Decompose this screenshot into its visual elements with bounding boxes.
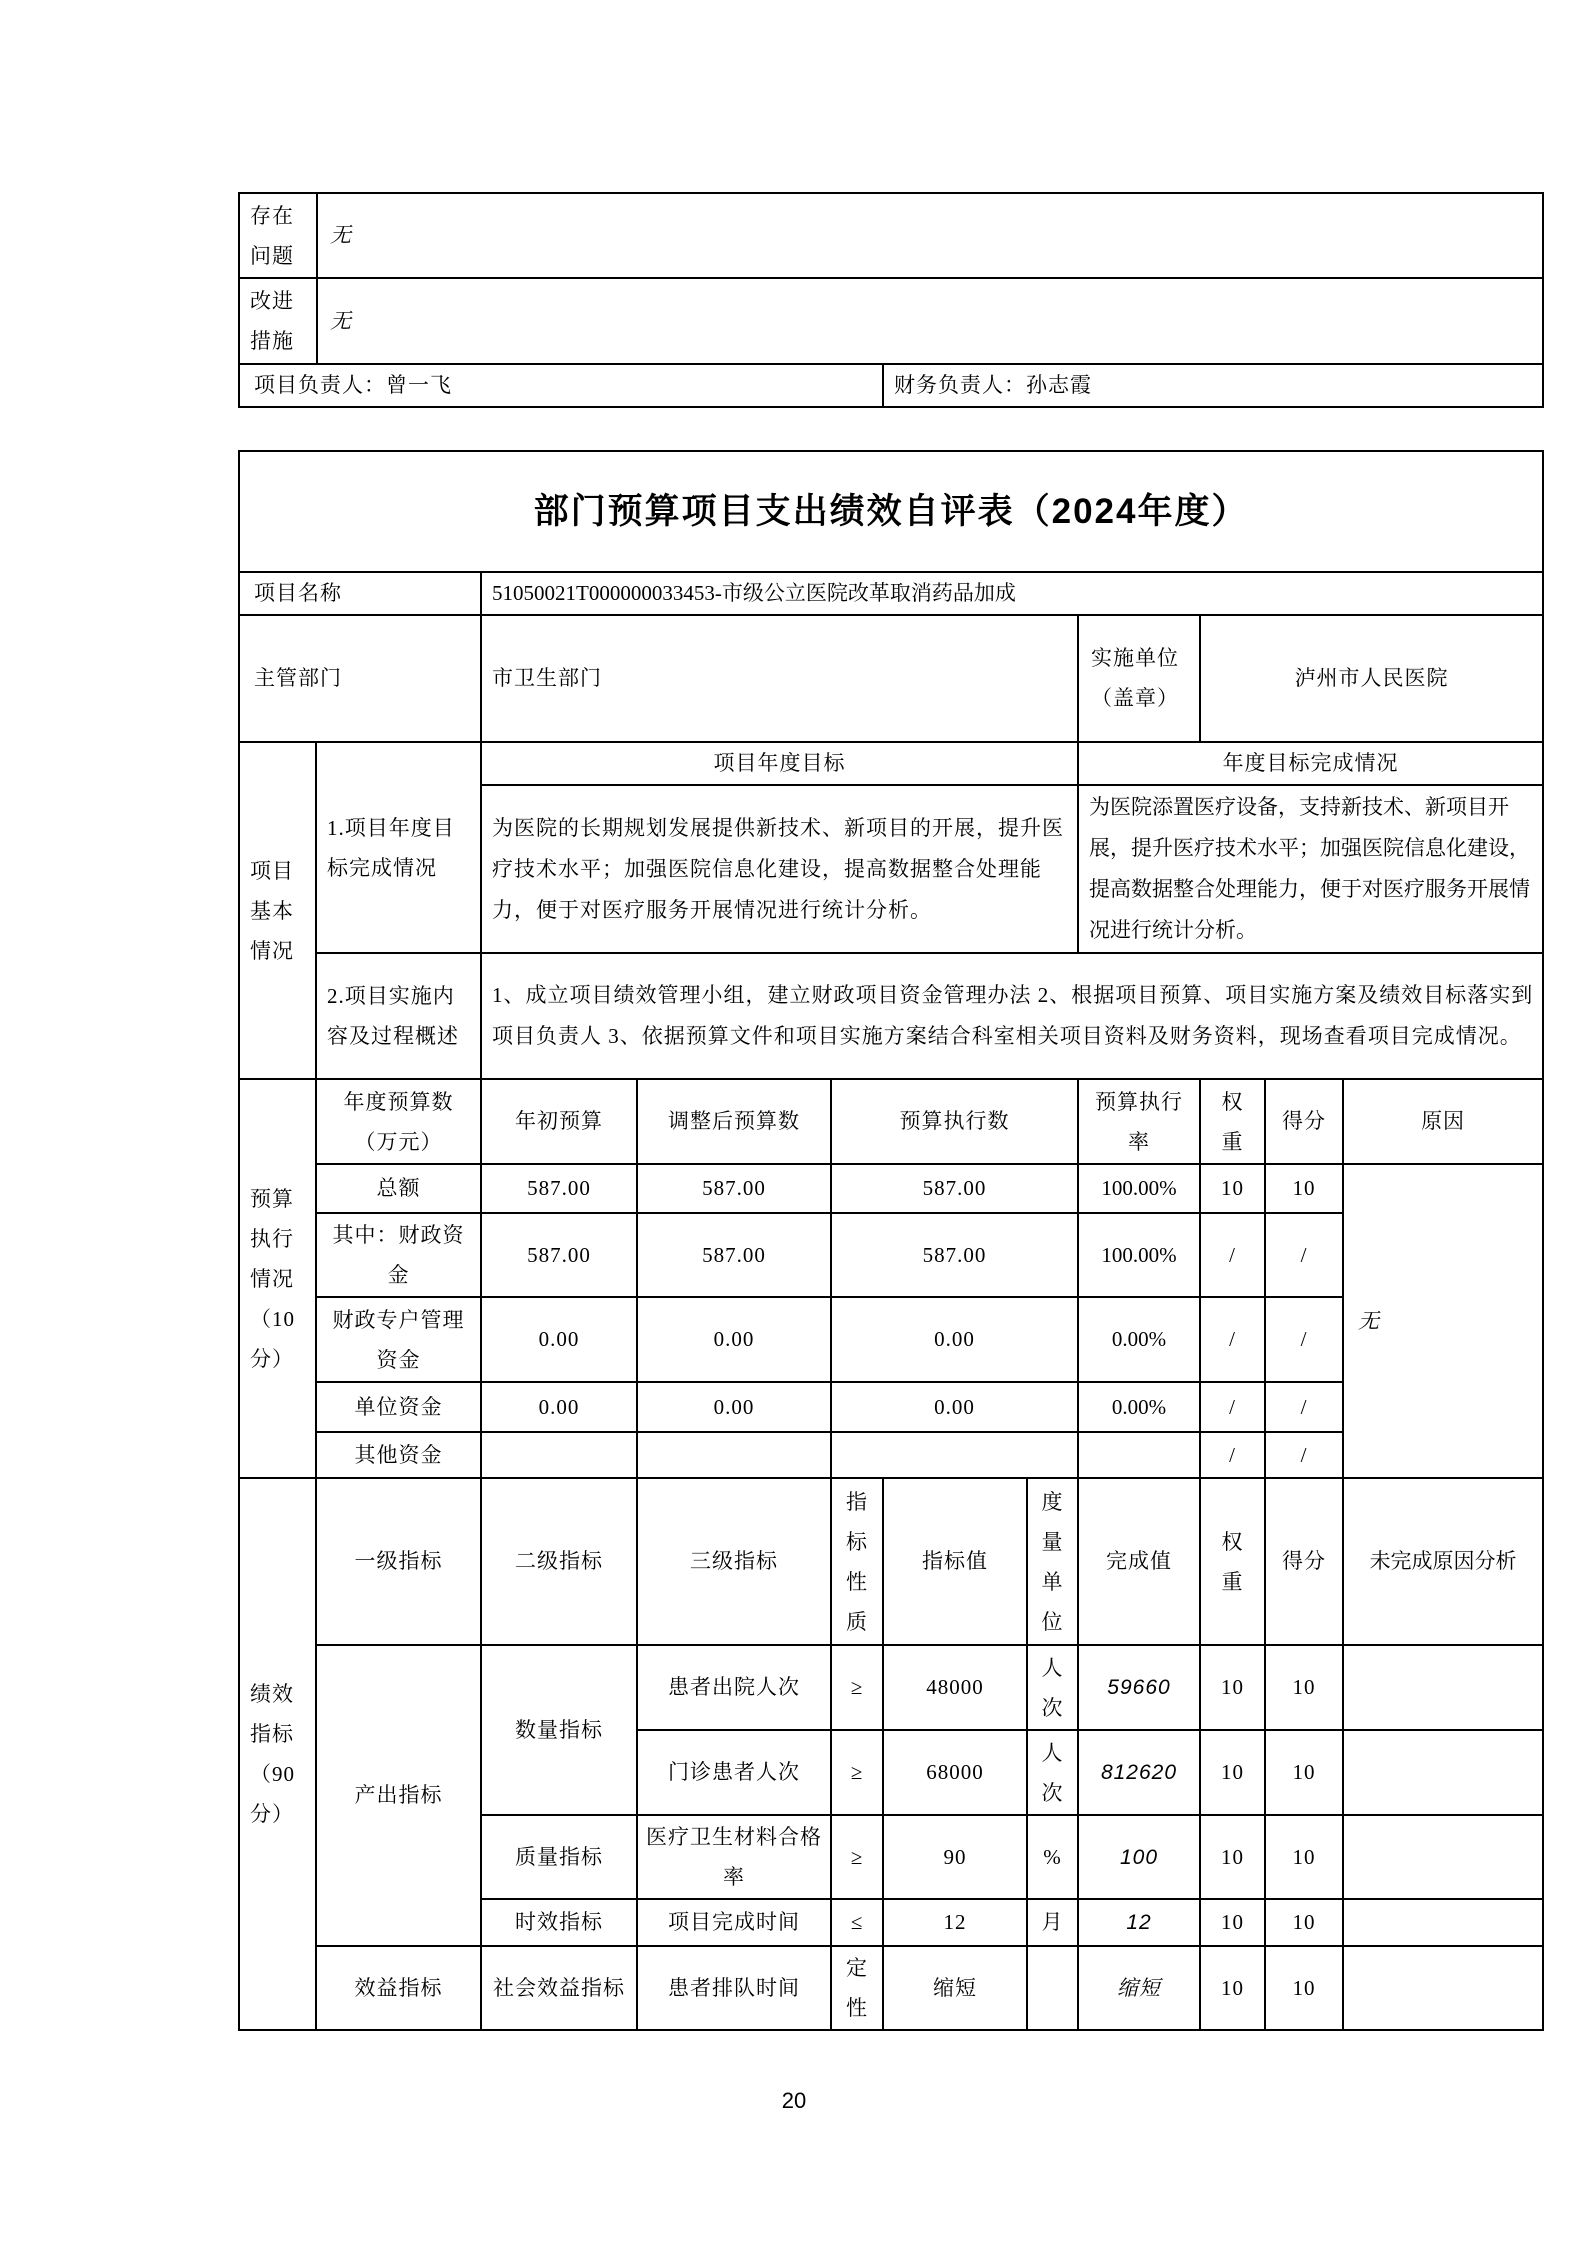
indicator-level3: 项目完成时间 bbox=[637, 1899, 831, 1946]
budget-row bbox=[239, 1164, 1543, 1213]
budget-row-initial: 587.00 bbox=[481, 1164, 637, 1213]
budget-row-adjusted bbox=[637, 1432, 831, 1478]
indicator-reason bbox=[1343, 1730, 1543, 1815]
budget-reason: 无 bbox=[1343, 1164, 1543, 1478]
indicator-row bbox=[239, 1946, 1543, 2030]
indicator-reason bbox=[1343, 1645, 1543, 1730]
indicator-header-level3: 三级指标 bbox=[637, 1478, 831, 1645]
implementer-value: 泸州市人民医院 bbox=[1200, 615, 1543, 742]
indicator-target: 48000 bbox=[883, 1645, 1027, 1730]
indicator-level2-quantity: 数量指标 bbox=[481, 1645, 637, 1815]
indicator-nature: ≤ bbox=[831, 1899, 883, 1946]
indicators-section-label: 绩效指标（90分） bbox=[239, 1478, 316, 2030]
department-label: 主管部门 bbox=[239, 615, 481, 742]
indicator-level1-output: 产出指标 bbox=[316, 1645, 481, 1946]
measures-value: 无 bbox=[317, 278, 1543, 364]
indicator-header-weight: 权重 bbox=[1200, 1478, 1265, 1645]
indicator-score: 10 bbox=[1265, 1645, 1343, 1730]
indicator-nature: ≥ bbox=[831, 1730, 883, 1815]
finance-lead: 财务负责人：孙志霞 bbox=[883, 364, 1543, 407]
budget-row-initial bbox=[481, 1432, 637, 1478]
budget-row-name: 财政专户管理资金 bbox=[316, 1297, 481, 1382]
issues-label: 存在问题 bbox=[239, 193, 317, 278]
implementation-text: 1、成立项目绩效管理小组，建立财政项目资金管理办法 2、根据项目预算、项目实施方案及绩效目标落实到项目负责人 3、依据预算文件和项目实施方案结合科室相关项目资料及财务资料，现场查看项目完成情况。 bbox=[481, 953, 1543, 1079]
budget-row-score: / bbox=[1265, 1432, 1343, 1478]
goal-item-label: 1.项目年度目标完成情况 bbox=[316, 742, 481, 953]
annual-goal-text: 为医院的长期规划发展提供新技术、新项目的开展，提升医疗技术水平；加强医院信息化建设，提高数据整合处理能力，便于对医疗服务开展情况进行统计分析。 bbox=[481, 785, 1078, 953]
budget-row-weight: 10 bbox=[1200, 1164, 1265, 1213]
indicator-header-actual: 完成值 bbox=[1078, 1478, 1200, 1645]
budget-row-name: 单位资金 bbox=[316, 1382, 481, 1432]
budget-row-weight: / bbox=[1200, 1432, 1265, 1478]
budget-row-rate bbox=[1078, 1432, 1200, 1478]
indicator-weight: 10 bbox=[1200, 1645, 1265, 1730]
indicator-unit: % bbox=[1027, 1815, 1078, 1899]
project-name: 51050021T000000033453-市级公立医院改革取消药品加成 bbox=[481, 572, 1543, 615]
budget-row-adjusted: 587.00 bbox=[637, 1164, 831, 1213]
indicator-unit: 月 bbox=[1027, 1899, 1078, 1946]
project-lead: 项目负责人：曾一飞 bbox=[239, 364, 883, 407]
indicator-actual: 812620 bbox=[1078, 1730, 1200, 1815]
indicator-actual: 59660 bbox=[1078, 1645, 1200, 1730]
indicator-header-score: 得分 bbox=[1265, 1478, 1343, 1645]
budget-row-initial: 0.00 bbox=[481, 1297, 637, 1382]
indicator-level3: 医疗卫生材料合格率 bbox=[637, 1815, 831, 1899]
indicator-weight: 10 bbox=[1200, 1815, 1265, 1899]
budget-row-score: / bbox=[1265, 1382, 1343, 1432]
indicator-actual: 100 bbox=[1078, 1815, 1200, 1899]
budget-header-adjusted: 调整后预算数 bbox=[637, 1079, 831, 1164]
indicator-header-level2: 二级指标 bbox=[481, 1478, 637, 1645]
indicator-header-nature: 指标性质 bbox=[831, 1478, 883, 1645]
budget-header-rate: 预算执行率 bbox=[1078, 1079, 1200, 1164]
self-evaluation-form bbox=[238, 450, 1544, 2031]
budget-row-weight: / bbox=[1200, 1382, 1265, 1432]
completion-header: 年度目标完成情况 bbox=[1078, 742, 1543, 785]
page-number: 20 bbox=[781, 2088, 807, 2113]
indicator-level1-benefit: 效益指标 bbox=[316, 1946, 481, 2030]
budget-row-executed: 587.00 bbox=[831, 1164, 1078, 1213]
indicator-reason bbox=[1343, 1946, 1543, 2030]
project-name-label: 项目名称 bbox=[239, 572, 481, 615]
indicator-header-unit: 度量单位 bbox=[1027, 1478, 1078, 1645]
indicator-nature: 定性 bbox=[831, 1946, 883, 2030]
previous-form-tail bbox=[238, 192, 1544, 408]
measures-label: 改进措施 bbox=[239, 278, 317, 364]
budget-row-name: 总额 bbox=[316, 1164, 481, 1213]
budget-row-rate: 100.00% bbox=[1078, 1164, 1200, 1213]
indicator-target: 90 bbox=[883, 1815, 1027, 1899]
budget-header-reason: 原因 bbox=[1343, 1079, 1543, 1164]
indicator-row bbox=[239, 1645, 1543, 1730]
indicator-level3: 门诊患者人次 bbox=[637, 1730, 831, 1815]
indicator-reason bbox=[1343, 1815, 1543, 1899]
indicator-level2: 时效指标 bbox=[481, 1899, 637, 1946]
budget-row-adjusted: 0.00 bbox=[637, 1297, 831, 1382]
indicator-actual: 12 bbox=[1078, 1899, 1200, 1946]
indicator-target: 12 bbox=[883, 1899, 1027, 1946]
budget-section-label: 预算执行情况（10分） bbox=[239, 1079, 316, 1478]
department-value: 市卫生部门 bbox=[481, 615, 1078, 742]
basic-info-label: 项目基本情况 bbox=[239, 742, 316, 1079]
budget-row-score: / bbox=[1265, 1213, 1343, 1297]
goal-header: 项目年度目标 bbox=[481, 742, 1078, 785]
indicator-weight: 10 bbox=[1200, 1730, 1265, 1815]
indicator-unit: 人次 bbox=[1027, 1730, 1078, 1815]
form-title: 部门预算项目支出绩效自评表（2024年度） bbox=[239, 451, 1543, 572]
budget-row-weight: / bbox=[1200, 1213, 1265, 1297]
indicator-actual: 缩短 bbox=[1078, 1946, 1200, 2030]
budget-header-initial: 年初预算 bbox=[481, 1079, 637, 1164]
indicator-score: 10 bbox=[1265, 1815, 1343, 1899]
budget-header-weight: 权重 bbox=[1200, 1079, 1265, 1164]
indicator-weight: 10 bbox=[1200, 1946, 1265, 2030]
budget-row-initial: 0.00 bbox=[481, 1382, 637, 1432]
indicator-level3: 患者排队时间 bbox=[637, 1946, 831, 2030]
budget-row-rate: 0.00% bbox=[1078, 1297, 1200, 1382]
budget-row-score: / bbox=[1265, 1297, 1343, 1382]
indicator-target: 缩短 bbox=[883, 1946, 1027, 2030]
indicator-header-reason: 未完成原因分析 bbox=[1343, 1478, 1543, 1645]
indicator-level3: 患者出院人次 bbox=[637, 1645, 831, 1730]
indicator-score: 10 bbox=[1265, 1899, 1343, 1946]
indicator-unit bbox=[1027, 1946, 1078, 2030]
budget-row-executed bbox=[831, 1432, 1078, 1478]
budget-row-initial: 587.00 bbox=[481, 1213, 637, 1297]
goal-completion-text: 为医院添置医疗设备，支持新技术、新项目开展，提升医疗技术水平；加强医院信息化建设，提高数据整合处理能力，便于对医疗服务开展情况进行统计分析。 bbox=[1078, 785, 1543, 953]
indicator-score: 10 bbox=[1265, 1730, 1343, 1815]
indicator-level2: 社会效益指标 bbox=[481, 1946, 637, 2030]
budget-row-weight: / bbox=[1200, 1297, 1265, 1382]
budget-header-executed: 预算执行数 bbox=[831, 1079, 1078, 1164]
implementer-label: 实施单位（盖章） bbox=[1078, 615, 1200, 742]
budget-row-executed: 0.00 bbox=[831, 1297, 1078, 1382]
budget-row-name: 其他资金 bbox=[316, 1432, 481, 1478]
budget-row-name: 其中：财政资金 bbox=[316, 1213, 481, 1297]
budget-row-executed: 0.00 bbox=[831, 1382, 1078, 1432]
indicator-nature: ≥ bbox=[831, 1645, 883, 1730]
issues-value: 无 bbox=[317, 193, 1543, 278]
budget-header-score: 得分 bbox=[1265, 1079, 1343, 1164]
indicator-weight: 10 bbox=[1200, 1899, 1265, 1946]
indicator-nature: ≥ bbox=[831, 1815, 883, 1899]
budget-row-adjusted: 0.00 bbox=[637, 1382, 831, 1432]
indicator-level2: 质量指标 bbox=[481, 1815, 637, 1899]
budget-row-adjusted: 587.00 bbox=[637, 1213, 831, 1297]
indicator-target: 68000 bbox=[883, 1730, 1027, 1815]
budget-row-rate: 0.00% bbox=[1078, 1382, 1200, 1432]
budget-row-rate: 100.00% bbox=[1078, 1213, 1200, 1297]
indicator-reason bbox=[1343, 1899, 1543, 1946]
indicator-score: 10 bbox=[1265, 1946, 1343, 2030]
implementation-label: 2.项目实施内容及过程概述 bbox=[316, 953, 481, 1079]
budget-row-score: 10 bbox=[1265, 1164, 1343, 1213]
budget-row-executed: 587.00 bbox=[831, 1213, 1078, 1297]
indicator-header-target: 指标值 bbox=[883, 1478, 1027, 1645]
indicator-unit: 人次 bbox=[1027, 1645, 1078, 1730]
budget-header-annual: 年度预算数（万元） bbox=[316, 1079, 481, 1164]
indicator-header-level1: 一级指标 bbox=[316, 1478, 481, 1645]
